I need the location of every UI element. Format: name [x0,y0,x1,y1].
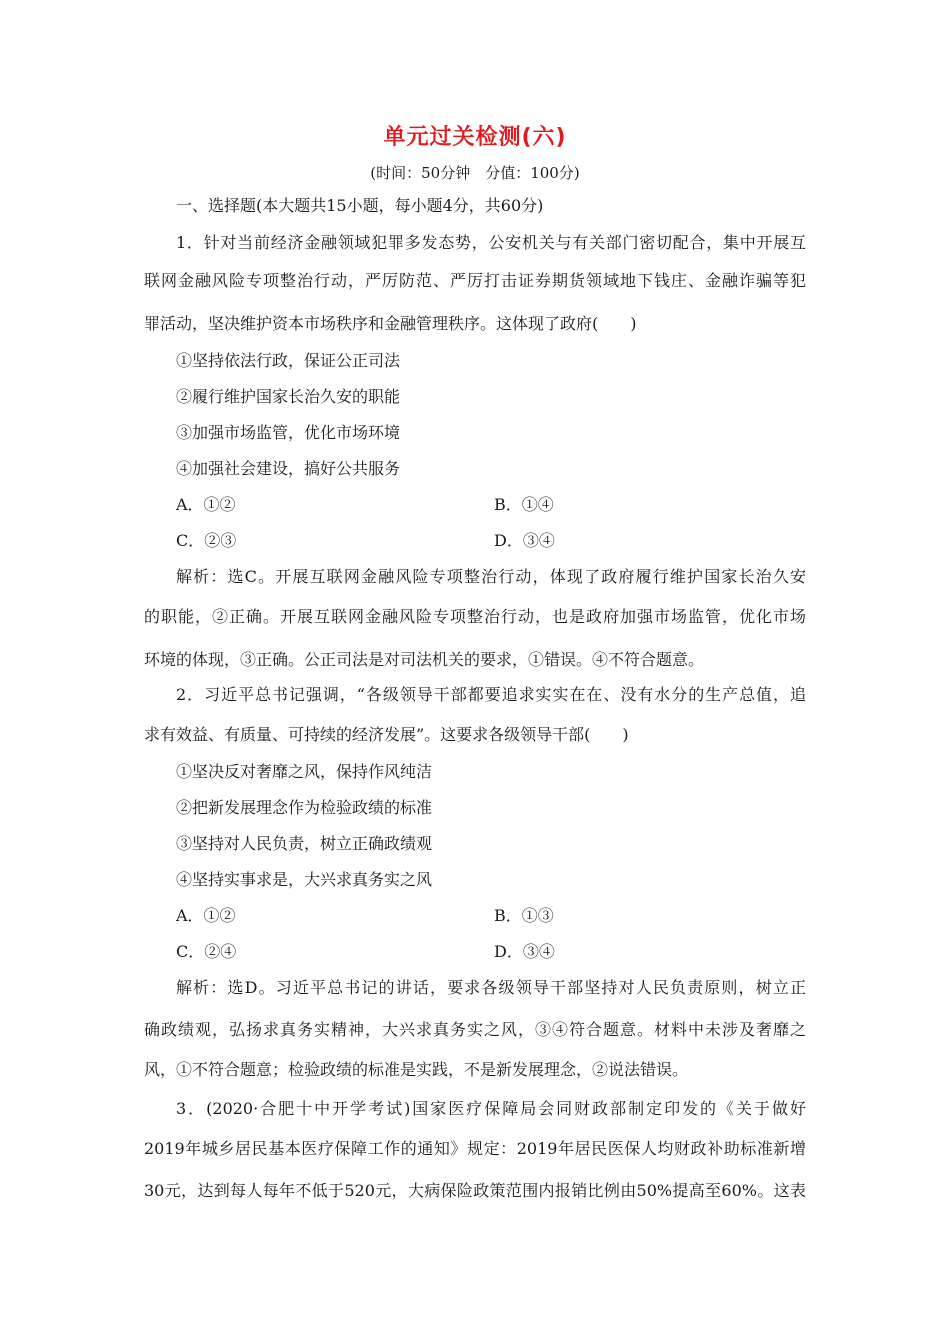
q3-stem-line-1: 3．(2020·合肥十中开学考试)国家医疗保障局会同财政部制定印发的《关于做好 [176,1099,806,1118]
q2-item-4: ④坚持实事求是，大兴求真务实之风 [176,870,433,889]
q3-stem-line-2: 2019年城乡居民基本医疗保障工作的通知》规定：2019年居民医保人均财政补助标准新增 [144,1139,806,1158]
q2-option-c: C．②④ [176,942,237,961]
q2-analysis-line-1: 解析：选D。习近平总书记的讲话，要求各级领导干部坚持对人民负责原则，树立正 [176,978,806,997]
section-heading: 一、选择题(本大题共15小题，每小题4分，共60分) [176,196,544,215]
q1-option-b: B．①④ [494,495,554,514]
q1-stem-line-2: 联网金融风险专项整治行动，严厉防范、严厉打击证券期货领域地下钱庄、金融诈骗等犯 [144,271,806,290]
q1-analysis-line-3: 环境的体现，③正确。公正司法是对司法机关的要求，①错误。④不符合题意。 [144,650,705,669]
q1-analysis-line-1: 解析：选C。开展互联网金融风险专项整治行动，体现了政府履行维护国家长治久安 [176,567,806,586]
q1-stem-line-3: 罪活动，坚决维护资本市场秩序和金融管理秩序。这体现了政府( ) [144,314,637,333]
q3-stem-line-3: 30元，达到每人每年不低于520元，大病保险政策范围内报销比例由50%提高至60%。这表 [144,1181,806,1200]
q1-option-c: C．②③ [176,531,237,550]
q2-item-2: ②把新发展理念作为检验政绩的标准 [176,798,433,817]
q1-option-d: D．③④ [494,531,555,550]
q2-analysis-line-2: 确政绩观，弘扬求真务实精神，大兴求真务实之风，③④符合题意。材料中未涉及奢靡之 [144,1020,806,1039]
q2-option-b: B．①③ [494,906,554,925]
q1-item-4: ④加强社会建设，搞好公共服务 [176,459,401,478]
page-title: 单元过关检测(六) [383,125,567,150]
q1-item-3: ③加强市场监管，优化市场环境 [176,423,401,442]
q1-analysis-line-2: 的职能，②正确。开展互联网金融风险专项整治行动，也是政府加强市场监管，优化市场 [144,607,806,626]
q2-stem-line-1: 2．习近平总书记强调，“各级领导干部都要追求实实在在、没有水分的生产总值，追 [176,685,806,704]
q2-stem-line-2: 求有效益、有质量、可持续的经济发展”。这要求各级领导干部( ) [144,725,629,744]
q1-item-2: ②履行维护国家长治久安的职能 [176,387,401,406]
q2-item-3: ③坚持对人民负责，树立正确政绩观 [176,834,433,853]
q2-item-1: ①坚决反对奢靡之风，保持作风纯洁 [176,762,433,781]
q1-option-a: A．①② [176,495,236,514]
q2-option-d: D．③④ [494,942,555,961]
q2-option-a: A．①② [176,906,236,925]
q2-analysis-line-3: 风，①不符合题意；检验政绩的标准是实践，不是新发展理念，②说法错误。 [144,1060,689,1079]
q1-item-1: ①坚持依法行政，保证公正司法 [176,351,401,370]
exam-info: (时间：50分钟 分值：100分) [370,164,580,182]
q1-stem-line-1: 1．针对当前经济金融领域犯罪多发态势，公安机关与有关部门密切配合，集中开展互 [176,233,806,252]
